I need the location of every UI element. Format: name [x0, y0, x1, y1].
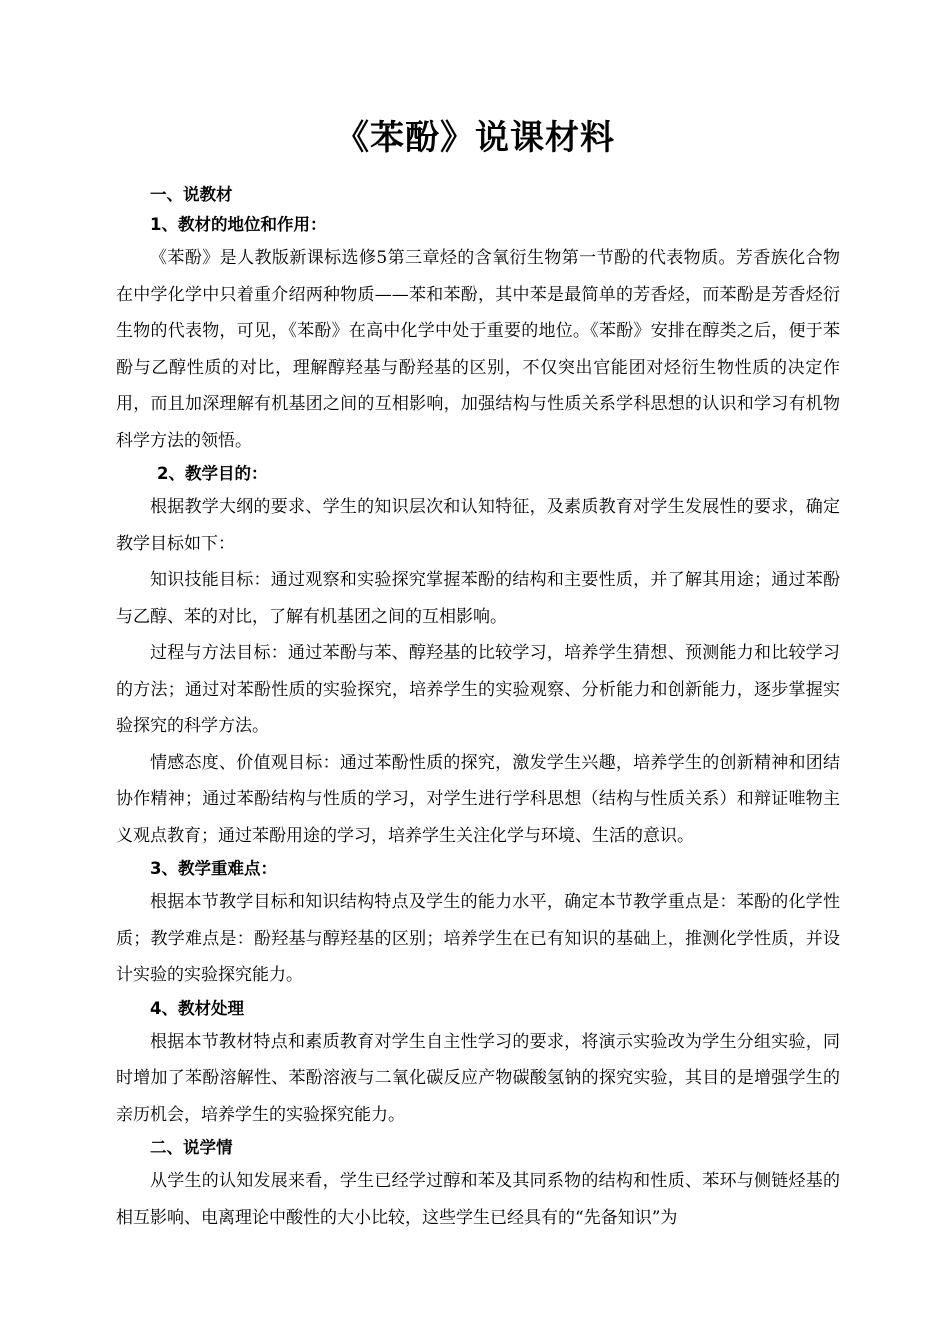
subsection-heading-key-points: 3、教学重难点： — [150, 859, 277, 878]
paragraph-knowledge-goal: 知识技能目标：通过观察和实验探究掌握苯酚的结构和主要性质，并了解其用途；通过苯酚与乙醇、苯的对比，了解有机基团之间的互相影响。 — [116, 570, 840, 627]
paragraph-key-points: 根据本节教学目标和知识结构特点及学生的能力水平，确定本节教学重点是：苯酚的化学性质；教学难点是：酚羟基与醇羟基的区别；培养学生在已有知识的基础上，推测化学性质，并设计实验的实验探究能力。 — [116, 892, 840, 985]
paragraph-objectives-intro: 根据教学大纲的要求、学生的知识层次和认知特征，及素质教育对学生发展性的要求，确定教学目标如下： — [116, 497, 840, 554]
page-title: 《苯酚》说课材料 — [335, 118, 615, 158]
paragraph-students: 从学生的认知发展来看，学生已经学过醇和苯及其同系物的结构和性质、苯环与侧链烃基的相互影响、电离理论中酸性的大小比较，这些学生已经具有的“先备知识”为 — [116, 1171, 840, 1228]
document-body — [116, 180, 840, 1236]
subsection-heading-status: 1、教材的地位和作用： — [150, 215, 327, 234]
subsection-heading-processing: 4、教材处理 — [150, 998, 244, 1018]
subsection-heading-objectives: 2、教学目的： — [157, 464, 268, 483]
paragraph-processing: 根据本节教材特点和素质教育对学生自主性学习的要求，将演示实验改为学生分组实验，同时增加了苯酚溶解性、苯酚溶液与二氧化碳反应产物碳酸氢钠的探究实验，其目的是增强学生的亲历机会，培养学生的实验探究能力。 — [116, 1031, 840, 1125]
paragraph-process-goal: 过程与方法目标：通过苯酚与苯、醇羟基的比较学习，培养学生猜想、预测能力和比较学习的方法；通过对苯酚性质的实验探究，培养学生的实验观察、分析能力和创新能力，逐步掌握实验探究的科学方法。 — [116, 643, 840, 736]
section-heading-textbook: 一、说教材 — [150, 185, 233, 204]
section-heading-students: 二、说学情 — [150, 1138, 233, 1157]
paragraph-attitude-goal: 情感态度、价值观目标：通过苯酚性质的探究，激发学生兴趣，培养学生的创新精神和团结协作精神；通过苯酚结构与性质的学习，对学生进行学科思想（结构与性质关系）和辩证唯物主义观点教育；通过苯酚用途的学习，培养学生关注化学与环境、生活的意识。 — [116, 752, 840, 846]
paragraph-status: 《苯酚》是人教版新课标选修5第三章烃的含氧衍生物第一节酚的代表物质。芳香族化合物在中学化学中只着重介绍两种物质——苯和苯酚，其中苯是最简单的芳香烃，而苯酚是芳香烃衍生物的代表物，可见，《苯酚》在高中化学中处于重要的地位。《苯酚》安排在醇类之后，便于苯酚与乙醇性质的对比，理解醇羟基与酚羟基的区别，不仅突出官能团对烃衍生物性质的决定作用，而且加深理解有机基团之间的互相影响，加强结构与性质关系学科思想的认识和学习有机物科学方法的领悟。 — [116, 248, 840, 451]
